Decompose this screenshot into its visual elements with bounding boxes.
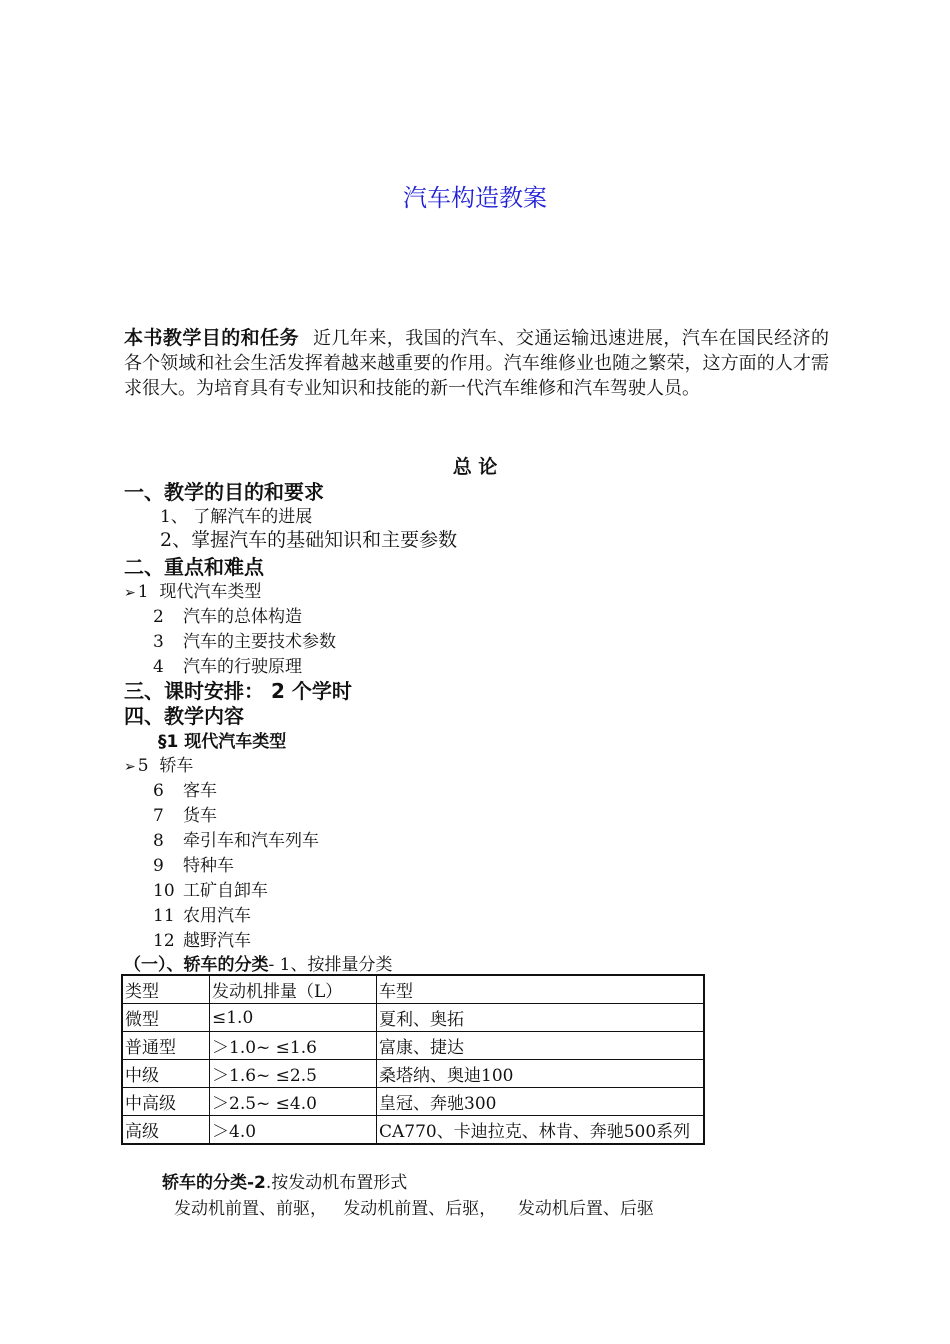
s4-item-11: 11 农用汽车 (153, 906, 251, 926)
table-cell: ＞1.6~ ≤2.5 (210, 1060, 377, 1088)
s2-item-4: 4 汽车的行驶原理 (153, 657, 302, 677)
table-row (122, 1004, 704, 1032)
table-row (122, 1116, 704, 1145)
section-4-heading: 四、教学内容 (124, 704, 244, 728)
s2-item-2: 2 汽车的总体构造 (153, 607, 302, 627)
arrow-bullet-icon: ➢ (124, 759, 136, 775)
arrow-bullet-icon: ➢ (124, 585, 136, 601)
s4-item-6: 6 客车 (153, 781, 217, 801)
table-row (122, 1032, 704, 1060)
table-cell: 普通型 (122, 1032, 210, 1060)
s4-item-9: 9 特种车 (153, 856, 234, 876)
s1-item-1: 1、 了解汽车的进展 (160, 507, 313, 527)
section-2-heading: 二、重点和难点 (124, 555, 264, 579)
table-header-cell: 发动机排量（L） (210, 975, 377, 1004)
table-cell: 中级 (122, 1060, 210, 1088)
table-row (122, 1060, 704, 1088)
table-cell: ＞2.5~ ≤4.0 (210, 1088, 377, 1116)
table-header-row (122, 975, 704, 1004)
table-header-cell: 类型 (122, 975, 210, 1004)
table-cell: 中高级 (122, 1088, 210, 1116)
layout-types: 发动机前置、前驱， 发动机前置、后驱， 发动机后置、后驱 (174, 1199, 654, 1219)
table-caption: （一）、轿车的分类- 1、按排量分类 (124, 955, 393, 975)
intro-label: 本书教学目的和任务 (124, 327, 299, 349)
table-header-cell: 车型 (377, 975, 705, 1004)
s4-item-8: 8 牵引车和汽车列车 (153, 831, 319, 851)
table-cell: 桑塔纳、奥迪100 (377, 1060, 705, 1088)
section-4-subheading: §1 现代汽车类型 (158, 732, 287, 752)
table-cell: ＞4.0 (210, 1116, 377, 1145)
s4-item-7: 7 货车 (153, 806, 217, 826)
intro-text: 近几年来，我国的汽车、交通运输迅速进展，汽车在国民经济的各个领域和社会生活发挥着越来越重要的作用。汽车维修业也随之繁荣，这方面的人才需求很大。为培育具有专业知识和技能的新一代汽车维修和汽车驾驶人员。 (124, 328, 829, 399)
section-3-heading: 三、课时安排： 2 个学时 (124, 679, 352, 703)
table-cell: 富康、捷达 (377, 1032, 705, 1060)
displacement-table (121, 974, 705, 1145)
document-title: 汽车构造教案 (403, 184, 547, 212)
s1-item-2: 2、掌握汽车的基础知识和主要参数 (160, 529, 458, 551)
table-row (122, 1088, 704, 1116)
table-cell: CA770、卡迪拉克、林肯、奔驰500系列 (377, 1116, 705, 1145)
s4-item-10: 10 工矿自卸车 (153, 881, 268, 901)
table-cell: 高级 (122, 1116, 210, 1145)
table-cell: ≤1.0 (210, 1004, 377, 1032)
table-cell: 夏利、奥拓 (377, 1004, 705, 1032)
table-cell: 皇冠、奔驰300 (377, 1088, 705, 1116)
table-cell: ＞1.0~ ≤1.6 (210, 1032, 377, 1060)
section-1-heading: 一、教学的目的和要求 (124, 480, 324, 504)
s4-item-12: 12 越野汽车 (153, 931, 251, 951)
s4-item-5: ➢ 5 轿车 (124, 756, 194, 776)
layout-caption: 轿车的分类-2.按发动机布置形式 (162, 1173, 408, 1193)
overview-heading: 总 论 (452, 456, 498, 478)
s2-item-1: ➢ 1 现代汽车类型 (124, 582, 262, 602)
s2-item-3: 3 汽车的主要技术参数 (153, 632, 336, 652)
intro-paragraph (124, 326, 829, 401)
table-cell: 微型 (122, 1004, 210, 1032)
